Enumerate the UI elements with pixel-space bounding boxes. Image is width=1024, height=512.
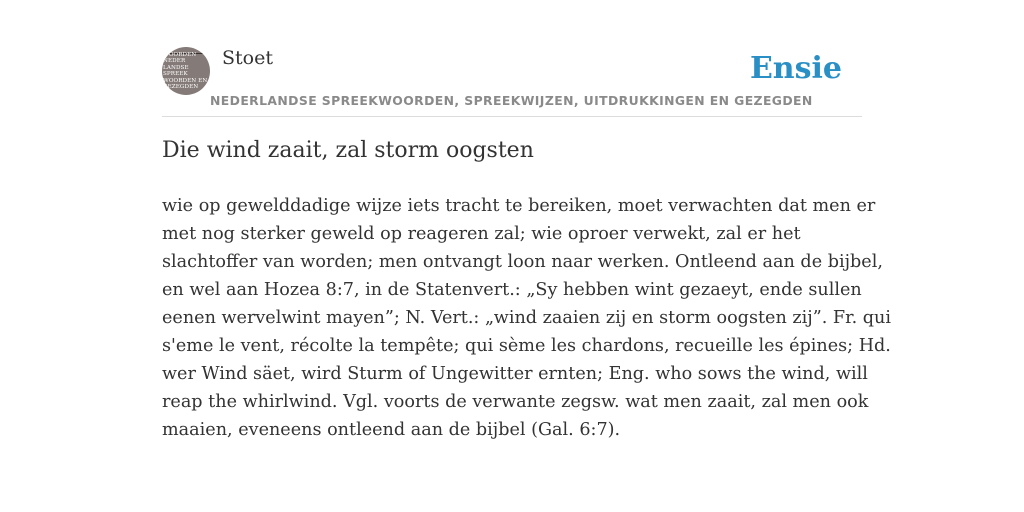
- body-line: reap the whirlwind. Vgl. voorts de verwante zegsw. wat men zaait, zal men ook: [162, 392, 869, 412]
- body-line: maaien, eveneens ontleend aan de bijbel (Gal. 6:7).: [162, 420, 621, 440]
- body-line: eenen wervelwint mayen”; N. Vert.: „wind zaaien zij en storm oogsten zij”. Fr. qui: [162, 308, 891, 328]
- body-line: met nog sterker geweld op reageren zal; wie oproer verwekt, zal er het: [162, 224, 801, 244]
- header: [162, 46, 862, 117]
- avatar-text: WOORDEN NEDER LANDSE SPREEK WOORDEN EN GEZEGDEN: [163, 52, 208, 91]
- body-line: en wel aan Hozea 8:7, in de Statenvert.: „Sy hebben wint gezaeyt, ende sullen: [162, 280, 862, 300]
- author-name[interactable]: Stoet: [222, 47, 273, 69]
- avatar[interactable]: [162, 47, 210, 95]
- entry-title: Die wind zaait, zal storm oogsten: [162, 138, 534, 163]
- body-line: s'eme le vent, récolte la tempête; qui sème les chardons, recueille les épines; Hd.: [162, 336, 891, 356]
- source-title[interactable]: NEDERLANDSE SPREEKWOORDEN, SPREEKWIJZEN, UITDRUKKINGEN EN GEZEGDEN: [210, 93, 813, 108]
- body-line: slachtoffer van worden; men ontvangt loon naar werken. Ontleend aan de bijbel,: [162, 252, 883, 272]
- brand-logo[interactable]: Ensie: [749, 51, 842, 86]
- body-line: wie op gewelddadige wijze iets tracht te bereiken, moet verwachten dat men er: [162, 196, 876, 216]
- body-line: wer Wind säet, wird Sturm of Ungewitter ernten; Eng. who sows the wind, will: [162, 364, 868, 384]
- entry-body: [162, 192, 891, 444]
